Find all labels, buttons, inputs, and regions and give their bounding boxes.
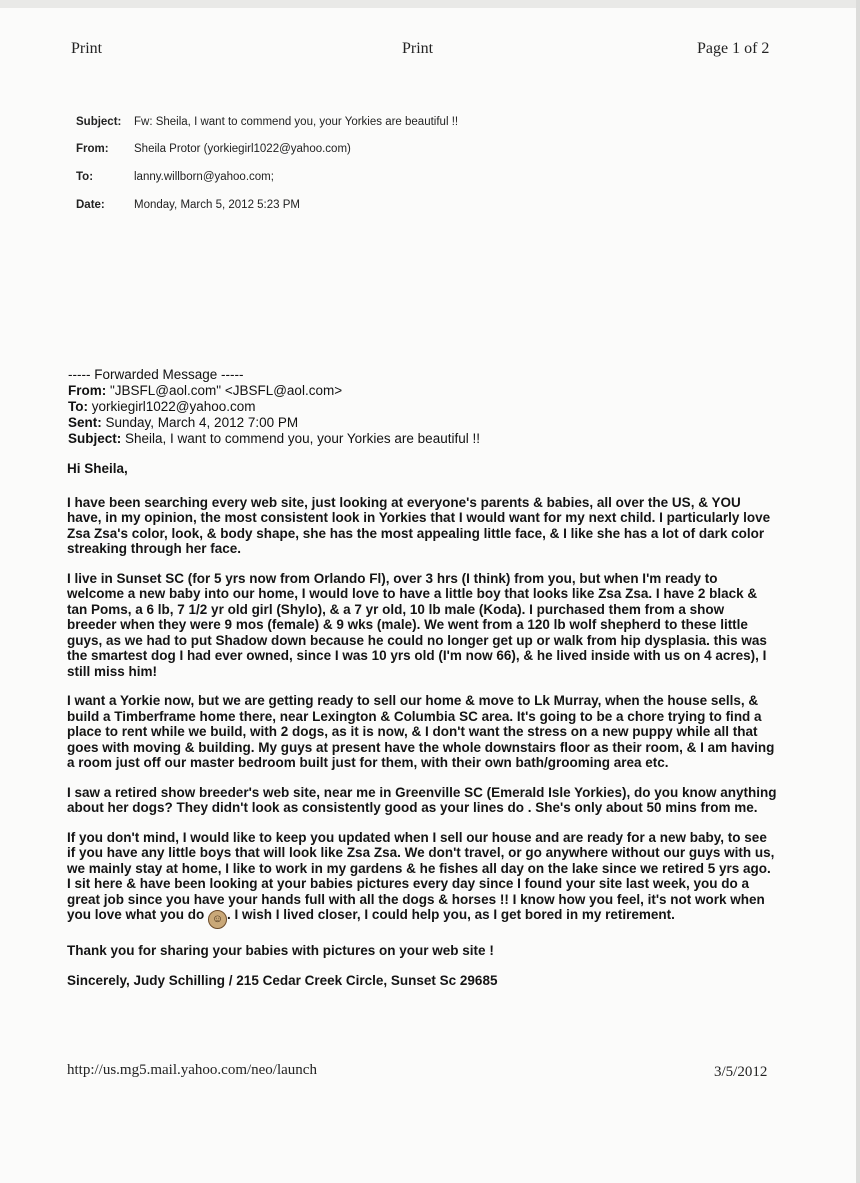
forwarded-to-row [68, 399, 480, 415]
smiley-emoticon-icon: ☺ [208, 910, 227, 929]
letter-greeting: Hi Sheila, [67, 461, 128, 476]
forwarded-banner: ----- Forwarded Message ----- [68, 367, 244, 382]
letter-paragraph-6: Thank you for sharing your babies with pictures on your web site ! [67, 943, 494, 958]
letter-paragraph-5-part-b: . I wish I lived closer, I could help you, as I get bored in my retirement. [227, 907, 675, 922]
meta-subject-label: Subject: [76, 116, 122, 128]
meta-to-value: lanny.willborn@yahoo.com; [134, 171, 274, 183]
scan-right-edge [856, 0, 860, 1183]
letter-paragraph-5-part-a: If you don't mind, I would like to keep you updated when I sell our house and are ready for a new baby, to see if you have any little boys that will look like Zsa Zsa. We don't travel, or go anywhere without our guys with us, we mainly stay at home, I like to work in my gardens & he fishes all day on the lake since we retired 5 yrs ago. I sit here & have been looking at your babies pictures every day since I found your site last week, you do a great job since you have your hands full with all the dogs & horses !! I know how you feel, it's not work when you love what you do [67, 829, 775, 922]
letter-paragraph-1: I have been searching every web site, just looking at everyone's parents & babies, all over the US, & YOU have, in my opinion, the most consistent look in Yorkies that I would want for my next child. I particularly love Zsa Zsa's color, look, & body shape, she has the most appealing little face, & I like she has a lot of dark color streaking through her face. [67, 494, 771, 556]
forwarded-sent-value: Sunday, March 4, 2012 7:00 PM [101, 415, 299, 430]
forwarded-from-label: From: [68, 383, 107, 398]
forwarded-subject-row [68, 431, 480, 447]
forwarded-subject-value: Sheila, I want to commend you, your Yorkies are beautiful !! [121, 431, 480, 446]
letter-signoff: Sincerely, Judy Schilling / 215 Cedar Creek Circle, Sunset Sc 29685 [67, 972, 498, 988]
print-header-left: Print [71, 40, 103, 57]
letter-paragraph-2: I live in Sunset SC (for 5 yrs now from Orlando Fl), over 3 hrs (I think) from you, but when I'm ready to welcome a new baby into our home, I would love to have a little boy that looks like Zsa Zsa. I have 2 black & tan Poms, a 6 lb, 7 1/2 yr old girl (Shylo), & a 7 yr old, 10 lb male (Koda). I purchased them from a show breeder when they were 9 mos (female) & 9 wks (male). We went from a 120 lb wolf shepherd to these little guys, as we had to put Shadow down because he could no longer get up or walk from hip dysplasia. this was the smartest dog I had ever owned, since I was 10 yrs old (I'm now 66), & he lived inside with us on 4 acres), I still miss him! [67, 570, 767, 679]
meta-date-label: Date: [76, 199, 105, 211]
forwarded-to-label: To: [68, 399, 88, 414]
meta-subject-value: Fw: Sheila, I want to commend you, your Yorkies are beautiful !! [134, 116, 459, 128]
forwarded-from-row [68, 383, 480, 399]
forwarded-sent-row [68, 415, 480, 431]
footer-date: 3/5/2012 [714, 1064, 768, 1080]
page-number: Page 1 of 2 [697, 40, 770, 57]
forwarded-from-value: "JBSFL@aol.com" <JBSFL@aol.com> [106, 383, 343, 398]
letter-body [67, 461, 777, 1002]
footer-url: http://us.mg5.mail.yahoo.com/neo/launch [67, 1062, 317, 1078]
meta-from-value: Sheila Protor (yorkiegirl1022@yahoo.com) [134, 143, 351, 155]
forwarded-header [68, 367, 480, 447]
scan-top-edge [0, 0, 860, 8]
print-header-center: Print [402, 40, 434, 57]
meta-date-value: Monday, March 5, 2012 5:23 PM [134, 199, 300, 211]
forwarded-to-value: yorkiegirl1022@yahoo.com [88, 399, 256, 414]
forwarded-sent-label: Sent: [68, 415, 102, 430]
forwarded-subject-label: Subject: [68, 431, 122, 446]
letter-paragraph-4: I saw a retired show breeder's web site, near me in Greenville SC (Emerald Isle Yorkies), do you know anything about her dogs? They didn't look as consistently good as your lines do . She's only about 50 mins from me. [67, 784, 777, 815]
letter-paragraph-3: I want a Yorkie now, but we are getting ready to sell our home & move to Lk Murray, when the house sells, & build a Timberframe home there, near Lexington & Columbia SC area. It's going to be a chore trying to find a place to rent while we build, with 2 dogs, as it is now, & I don't want the stress on a new puppy while all that goes with moving & building. My guys at present have the whole downstairs floor as their room, & I am having a room just off our master bedroom built just for them, with their own bath/grooming area etc. [67, 693, 775, 770]
meta-to-label: To: [76, 171, 94, 183]
meta-from-label: From: [76, 143, 109, 155]
letter-paragraph-5 [67, 830, 777, 930]
